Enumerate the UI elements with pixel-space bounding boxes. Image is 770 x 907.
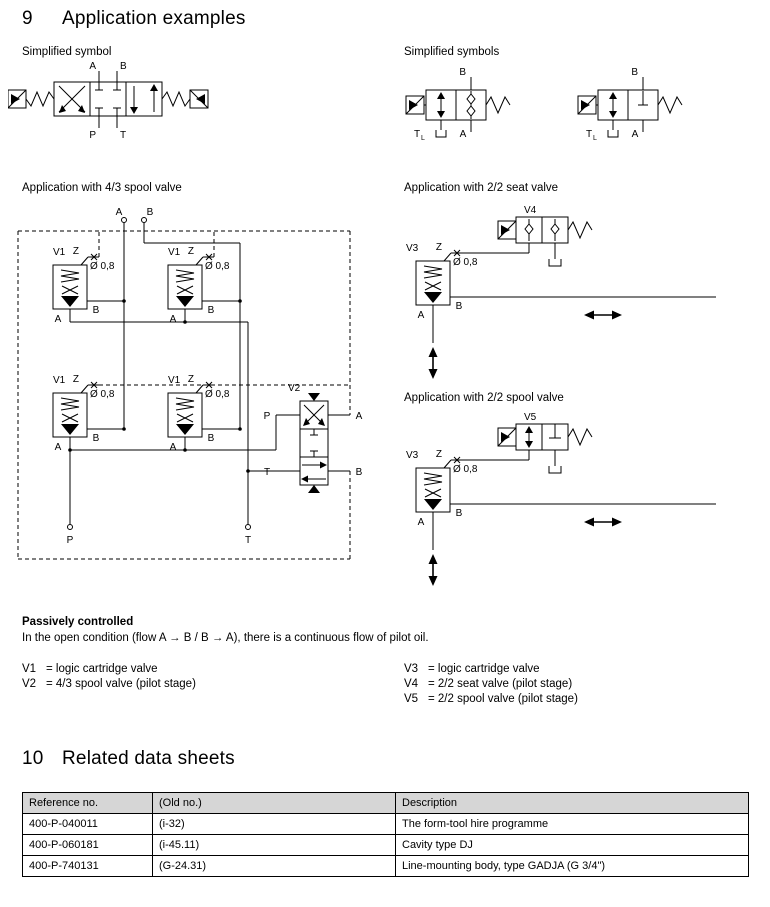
port-label-p: P [89, 130, 96, 141]
col-header-old-no: (Old no.) [153, 793, 396, 814]
valve-label-v1: V1 [53, 247, 66, 258]
caption-app-22-seat: Application with 2/2 seat valve [404, 182, 559, 194]
simplified-symbols-diagram [398, 54, 728, 154]
port-label-a: A [355, 411, 363, 422]
valve-label-v3: V3 [406, 450, 419, 461]
valve-43-symbol [8, 61, 208, 141]
valve-label-v4: V4 [524, 205, 537, 216]
application-22-seat-diagram [398, 203, 722, 385]
valve-label-v3: V3 [406, 243, 419, 254]
table-row [23, 835, 749, 856]
port-label-p: P [263, 411, 271, 422]
port-label-a: A [115, 207, 123, 218]
cell-description: The form-tool hire programme [396, 814, 749, 835]
v4-seat-valve [498, 205, 592, 243]
table-row [23, 856, 749, 877]
col-header-reference-no: Reference no. [23, 793, 153, 814]
legend-key: V1 [22, 663, 37, 675]
v2-pilot-valve [300, 393, 328, 493]
port-label-t: T [263, 467, 271, 478]
legend-text: = 2/2 spool valve (pilot stage) [428, 693, 578, 705]
legend-key: V2 [22, 678, 37, 690]
table-header-row [23, 793, 749, 814]
legend-key: V5 [404, 693, 419, 705]
v5-spool-valve [498, 412, 592, 450]
cell-reference-no: 400-P-740131 [23, 856, 153, 877]
legend-line [404, 662, 578, 677]
simplified-symbol-diagram [8, 58, 218, 153]
valve-label-v1: V1 [53, 375, 66, 386]
col-header-description: Description [396, 793, 749, 814]
valve-label-v1: V1 [168, 247, 181, 258]
section-9-number: 9 [22, 8, 33, 29]
section-9-title: Application examples [62, 8, 246, 29]
valve-label-v1: V1 [168, 375, 181, 386]
port-label-b: B [355, 467, 363, 478]
port-label-b: B [146, 207, 154, 218]
port-label-p: P [66, 535, 74, 546]
cartridge-v3 [416, 449, 478, 528]
cell-old-no: (i-45.11) [153, 835, 396, 856]
legend-text: = logic cartridge valve [428, 663, 540, 675]
cell-reference-no: 400-P-040011 [23, 814, 153, 835]
valve-label-v5: V5 [524, 412, 537, 423]
related-data-sheets-table [22, 792, 749, 877]
valve-label-v2: V2 [288, 383, 301, 394]
note-heading: Passively controlled [22, 616, 134, 628]
section-10-title: Related data sheets [62, 748, 235, 769]
legend-right [404, 662, 578, 707]
port-label-t: T [120, 130, 127, 141]
valve-22-spool-symbol [578, 67, 682, 142]
section-10-number: 10 [22, 748, 44, 769]
cell-reference-no: 400-P-060181 [23, 835, 153, 856]
cell-description: Line-mounting body, type GADJA (G 3/4") [396, 856, 749, 877]
legend-line [22, 662, 196, 677]
legend-line [404, 677, 578, 692]
legend-line [22, 677, 196, 692]
legend-text: = 4/3 spool valve (pilot stage) [46, 678, 196, 690]
caption-simplified-symbol: Simplified symbol [22, 46, 112, 58]
port-label-a: A [89, 61, 96, 72]
note-body: In the open condition (flow A → B / B → A), there is a continuous flow of pilot oil. [22, 632, 429, 644]
application-22-spool-diagram [398, 410, 722, 592]
section-9-heading [22, 8, 246, 30]
section-10-heading [22, 748, 235, 770]
legend-key: V4 [404, 678, 419, 690]
port-label-t: T [244, 535, 252, 546]
legend-key: V3 [404, 663, 419, 675]
caption-app-22-spool: Application with 2/2 spool valve [404, 392, 564, 404]
cartridge-v3 [416, 242, 478, 321]
legend-left [22, 662, 196, 692]
legend-line [404, 692, 578, 707]
caption-simplified-symbols: Simplified symbols [404, 46, 500, 58]
legend-text: = 2/2 seat valve (pilot stage) [428, 678, 573, 690]
cell-description: Cavity type DJ [396, 835, 749, 856]
application-43-spool-diagram [8, 203, 400, 565]
cell-old-no: (G-24.31) [153, 856, 396, 877]
table-row [23, 814, 749, 835]
cell-old-no: (i-32) [153, 814, 396, 835]
valve-22-seat-symbol [406, 67, 510, 142]
port-label-b: B [120, 61, 127, 72]
legend-text: = logic cartridge valve [46, 663, 158, 675]
caption-app-43-spool: Application with 4/3 spool valve [22, 182, 182, 194]
